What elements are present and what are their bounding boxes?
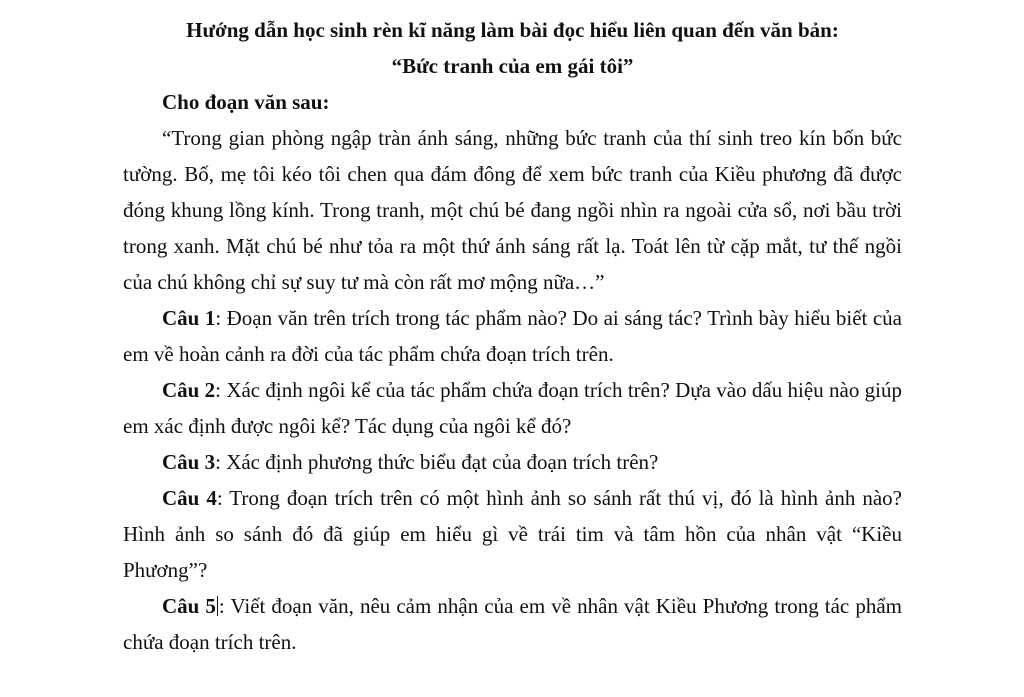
question-3-text: : Xác định phương thức biểu đạt của đoạn trích trên?	[215, 450, 659, 474]
question-1-label: Câu 1	[162, 306, 216, 330]
title-line-1: Hướng dẫn học sinh rèn kĩ năng làm bài đọc hiểu liên quan đến văn bản:	[186, 18, 839, 42]
question-1	[123, 300, 902, 372]
text-cursor	[217, 596, 218, 616]
question-2	[123, 372, 902, 444]
intro-heading: Cho đoạn văn sau:	[162, 90, 330, 114]
question-4	[123, 480, 902, 588]
question-4-label: Câu 4	[162, 486, 217, 510]
question-5[interactable]	[123, 588, 902, 660]
question-2-text: : Xác định ngôi kể của tác phẩm chứa đoạn trích trên? Dựa vào dấu hiệu nào giúp em xác định được ngôi kể? Tác dụng của ngôi kể đó?	[123, 378, 902, 438]
passage-paragraph: “Trong gian phòng ngập tràn ánh sáng, những bức tranh của thí sinh treo kín bốn bức tường. Bố, mẹ tôi kéo tôi chen qua đám đông để xem bức tranh của Kiều phương đã được đóng khung lồng kính. Trong tranh, một chú bé đang ngồi nhìn ra ngoài cửa sổ, nơi bầu trời trong xanh. Mặt chú bé như tỏa ra một thứ ánh sáng rất lạ. Toát lên từ cặp mắt, tư thế ngồi của chú không chỉ sự suy tư mà còn rất mơ mộng nữa…”	[123, 126, 902, 294]
question-5-text: : Viết đoạn văn, nêu cảm nhận của em về nhân vật Kiều Phương trong tác phẩm chứa đoạn trích trên.	[123, 594, 902, 654]
question-4-text: : Trong đoạn trích trên có một hình ảnh so sánh rất thú vị, đó là hình ảnh nào? Hình ảnh so sánh đó đã giúp em hiểu gì về trái tim và tâm hồn của nhân vật “Kiều Phương”?	[123, 486, 902, 582]
question-3-label: Câu 3	[162, 450, 216, 474]
question-5-label: Câu 5	[162, 594, 216, 618]
question-3	[123, 444, 902, 480]
title-line-2: “Bức tranh của em gái tôi”	[391, 54, 634, 78]
question-2-label: Câu 2	[162, 378, 216, 402]
document-title	[123, 12, 902, 84]
question-1-text: : Đoạn văn trên trích trong tác phẩm nào? Do ai sáng tác? Trình bày hiểu biết của em về hoàn cảnh ra đời của tác phẩm chứa đoạn trích trên.	[123, 306, 902, 366]
